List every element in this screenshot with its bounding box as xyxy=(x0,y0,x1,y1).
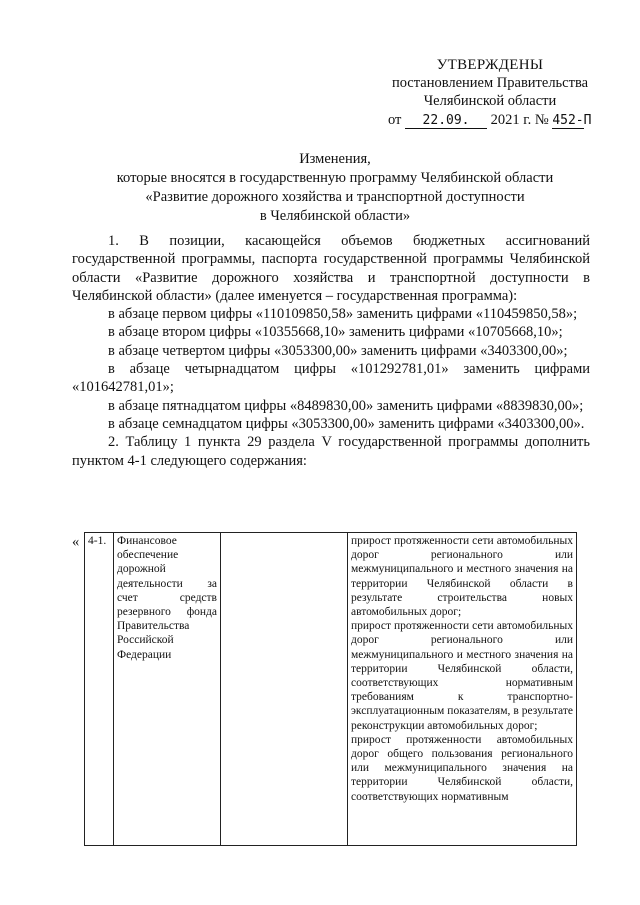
indicators-cell xyxy=(348,533,577,846)
measure-name: Финансовое обеспечение дорожной деятельности за счет средств резервного фонда Правительства Российской Федерации xyxy=(117,535,217,661)
paragraph-2: в абзаце первом цифры «110109850,58» заменить цифрами «110459850,58»; xyxy=(108,306,578,323)
title-line-4: в Челябинской области» xyxy=(259,208,411,224)
indicator-1: прирост протяженности сети автомобильных дорог регионального или межмуниципального и местного значения на территории Челябинской области в результате строительства новых автомобильных дорог; xyxy=(351,535,573,619)
title-line-3: «Развитие дорожного хозяйства и транспортной доступности xyxy=(145,189,525,205)
approval-line-1: постановлением Правительства xyxy=(391,75,589,91)
paragraph-8: 2. Таблицу 1 пункта 29 раздела V государственной программы дополнить пунктом 4-1 следующего содержания: xyxy=(72,434,590,469)
approval-date-line xyxy=(388,112,598,129)
title-line-2: которые вносятся в государственную программу Челябинской области xyxy=(116,170,554,186)
row-number-cell: 4-1. xyxy=(85,533,114,846)
decree-number: 452-П xyxy=(552,113,592,128)
empty-cell xyxy=(221,533,348,846)
paragraph-4: в абзаце четвертом цифры «3053300,00» заменить цифрами «3403300,00»; xyxy=(108,342,568,359)
approval-block xyxy=(380,56,600,110)
paragraph-5: в абзаце четырнадцатом цифры «101292781,01» заменить цифрами «101642781,01»; xyxy=(72,361,590,396)
table-row xyxy=(85,533,577,846)
paragraph-7: в абзаце семнадцатом цифры «3053300,00» заменить цифрами «3403300,00». xyxy=(108,415,585,432)
table-open-quote: « xyxy=(72,534,80,550)
program-table-excerpt xyxy=(84,532,577,846)
indicator-2: прирост протяженности сети автомобильных дорог регионального или межмуниципального и местного значения на территории Челябинской области, соответствующих нормативным требованиям к транспортно-эксплуатационным показателям, в результате реконструкции автомобильных дорог; xyxy=(351,620,573,732)
paragraph-6: в абзаце пятнадцатом цифры «8489830,00» заменить цифрами «8839830,00»; xyxy=(108,397,584,414)
approval-heading: УТВЕРЖДЕНЫ xyxy=(436,57,544,73)
date-value: 22.09. xyxy=(405,113,487,129)
document-body xyxy=(72,232,590,470)
date-prefix: от xyxy=(388,112,402,128)
approval-line-2: Челябинской области xyxy=(423,93,557,109)
indicator-3: прирост протяженности автомобильных дорог общего пользования регионального или межмуниципального значения на территории Челябинской области, соответствующих нормативным xyxy=(351,733,573,803)
title-line-1: Изменения, xyxy=(299,151,371,167)
paragraph-1: 1. В позиции, касающейся объемов бюджетных ассигнований государственной программы, паспорта государственной программы Челябинской области «Развитие дорожного хозяйства и транспортной доступности в Челябинской области» (далее именуется – государственная программа): xyxy=(72,233,590,304)
paragraph-3: в абзаце втором цифры «10355668,10» заменить цифрами «10705668,10»; xyxy=(108,324,563,341)
measure-name-cell xyxy=(114,533,221,846)
document-title xyxy=(70,150,600,226)
date-year: 2021 г. № xyxy=(490,112,549,128)
